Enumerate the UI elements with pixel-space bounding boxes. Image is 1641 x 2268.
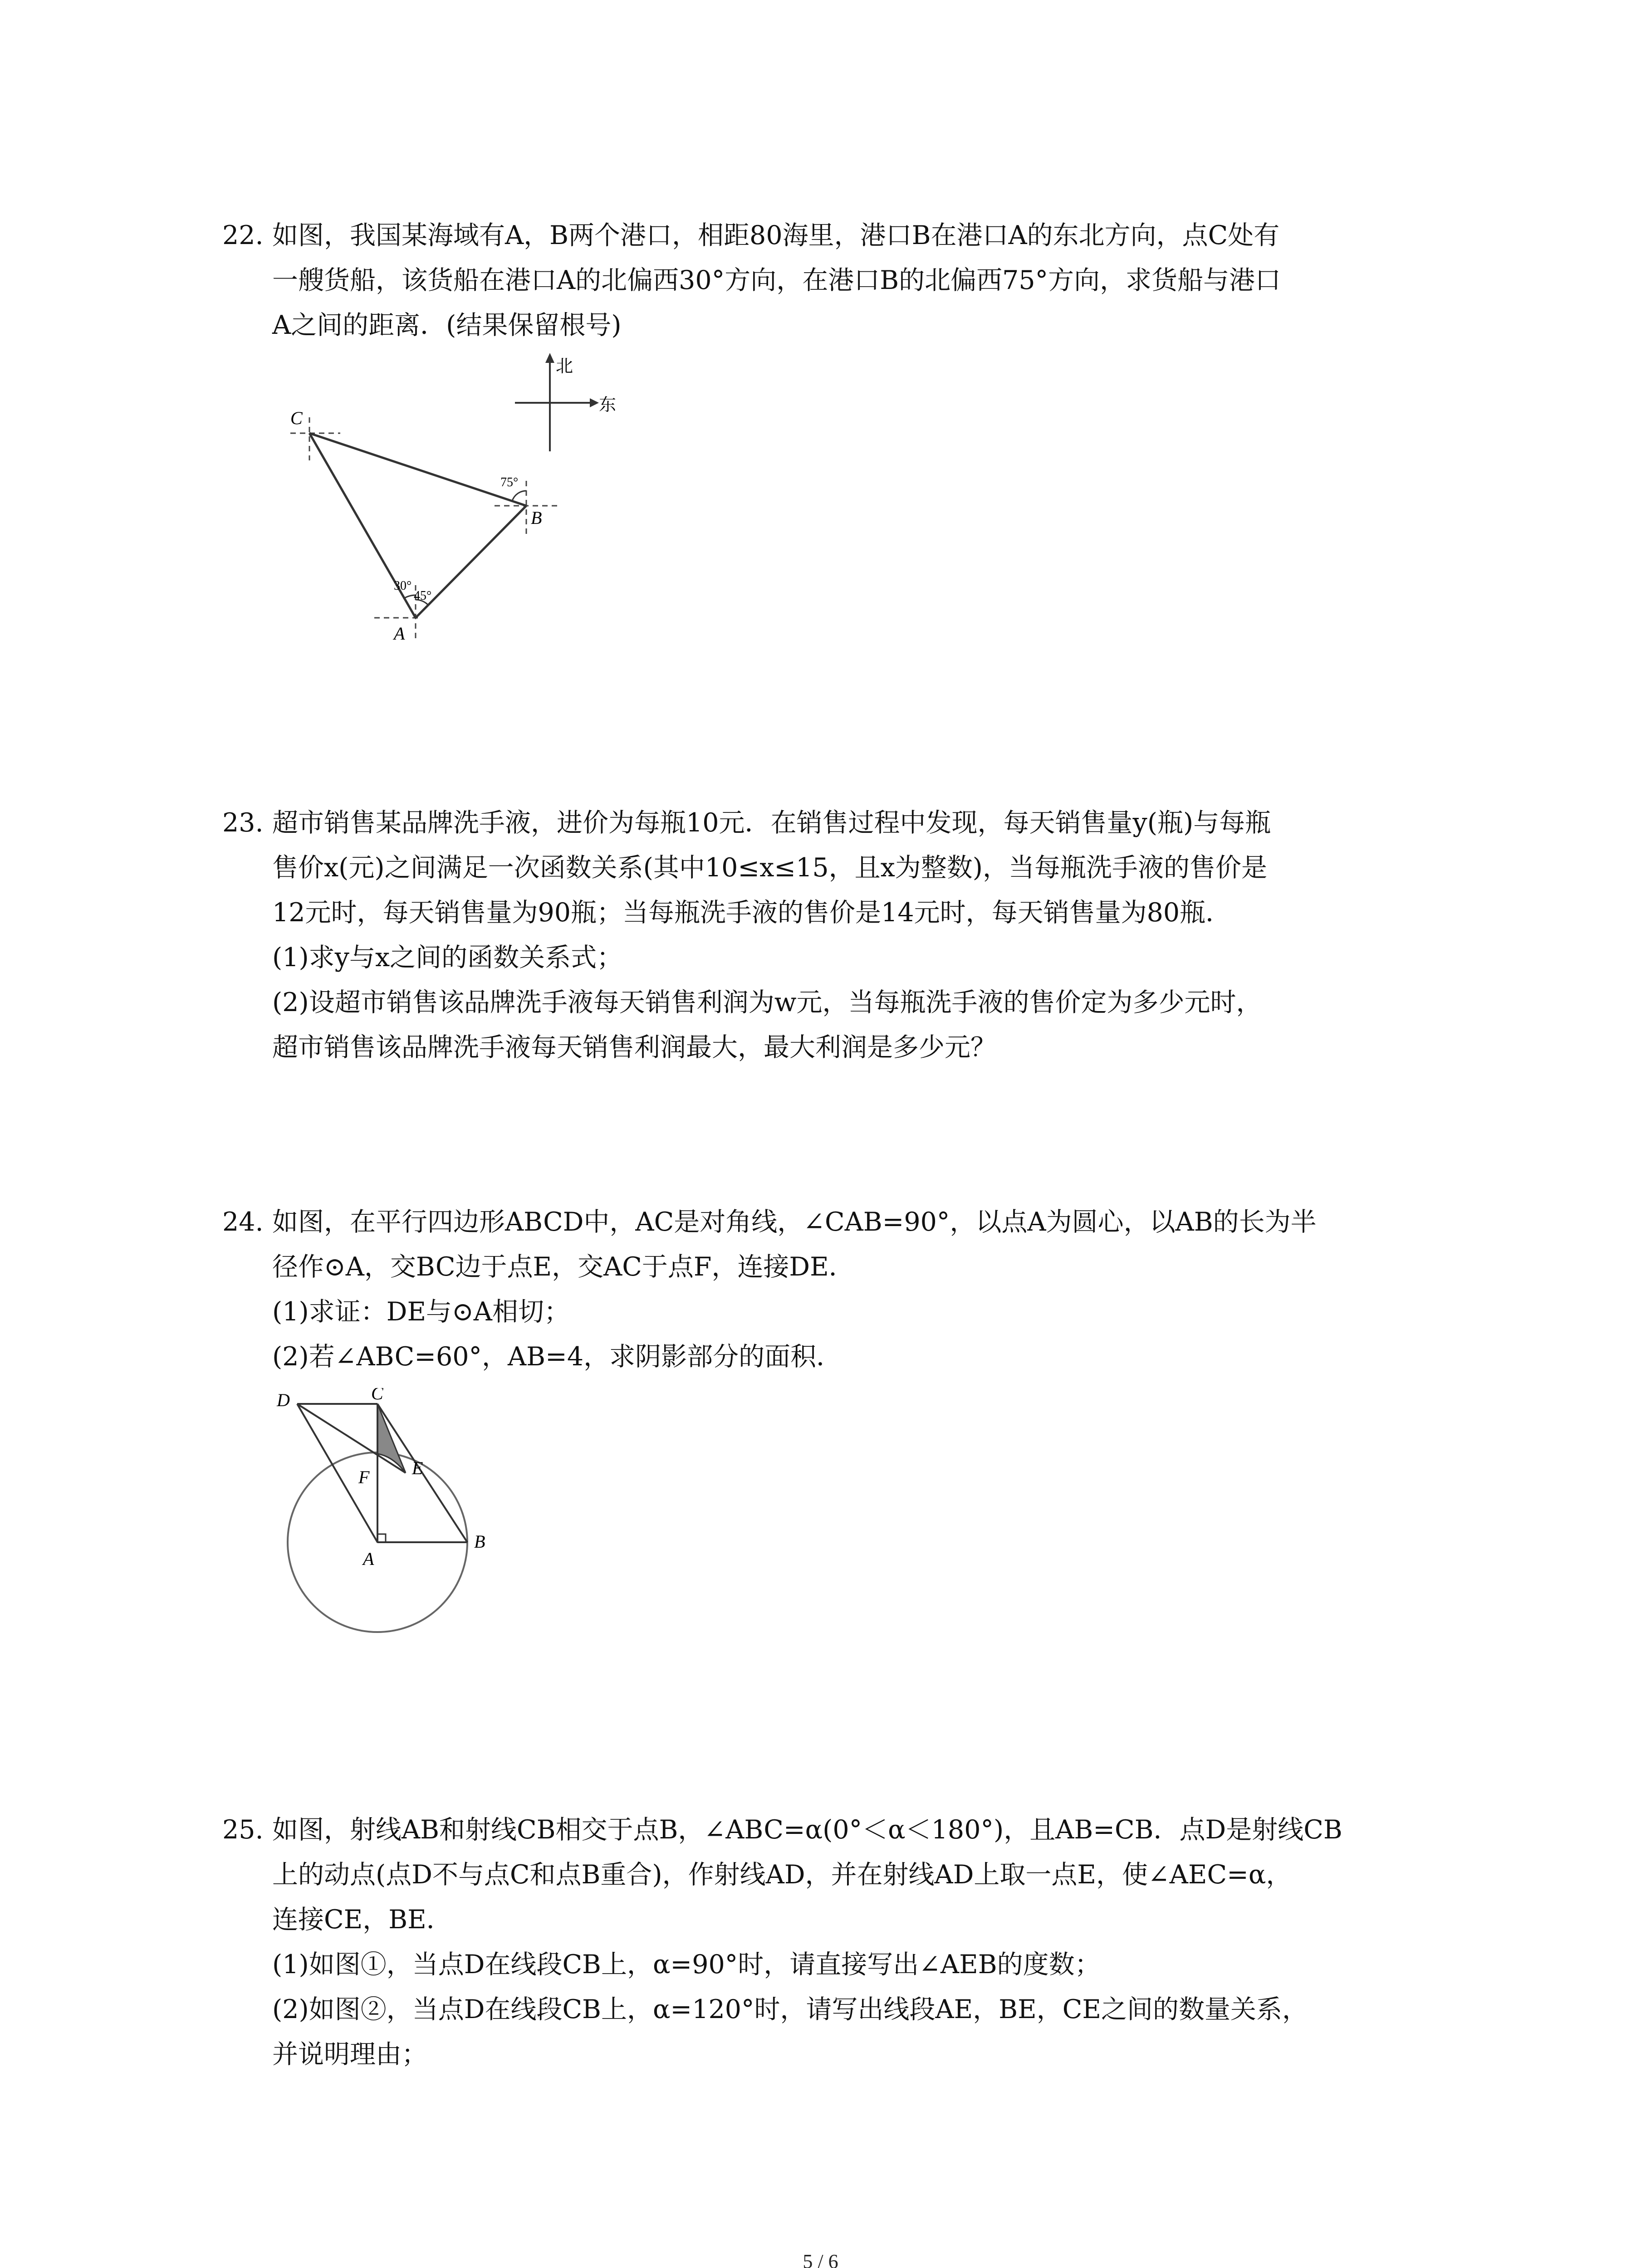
point-d-label: D: [277, 1390, 290, 1410]
question-line: 如图，在平行四边形ABCD中，AC是对角线，∠CAB=90°，以点A为圆心，以AB的长为半: [272, 1207, 1317, 1237]
question-number: 24.: [222, 1207, 264, 1237]
question-23: [222, 801, 1447, 1070]
question-line: 如图，射线AB和射线CB相交于点B，∠ABC=α(0°＜α＜180°)，且AB=CB．点D是射线CB: [272, 1815, 1342, 1845]
question-22: [222, 213, 1447, 348]
point-e-label: E: [412, 1458, 423, 1478]
question-number: 25.: [222, 1815, 264, 1845]
question-24: [222, 1200, 1447, 1379]
point-a-label: A: [394, 623, 405, 644]
question-line: (2)若∠ABC=60°，AB=4，求阴影部分的面积．: [272, 1342, 843, 1372]
question-line: (2)如图②，当点D在线段CB上，α=120°时，请写出线段AE，BE，CE之间的数量关系，: [272, 1994, 1308, 2024]
question-line: 上的动点(点D不与点C和点B重合)，作射线AD，并在射线AD上取一点E，使∠AEC=α，: [272, 1860, 1292, 1890]
question-line: 一艘货船，该货船在港口A的北偏西30°方向，在港口B的北偏西75°方向，求货船与港口: [272, 265, 1281, 295]
question-line: 并说明理由；: [272, 2039, 427, 2069]
figure-24-parallelogram-circle: [272, 1388, 526, 1651]
figure-22-ports-diagram: [272, 349, 635, 649]
point-b-label: B: [531, 508, 542, 528]
point-a-label: A: [363, 1549, 374, 1569]
question-line: (1)如图①，当点D在线段CB上，α=90°时，请直接写出∠AEB的度数；: [272, 1950, 1101, 1980]
question-line: (2)设超市销售该品牌洗手液每天销售利润为w元，当每瓶洗手液的售价定为多少元时，: [272, 987, 1262, 1017]
angle-45-label: 45°: [414, 589, 432, 603]
point-c-label: C: [290, 408, 303, 428]
question-number: 23.: [222, 808, 264, 838]
question-line: 如图，我国某海域有A，B两个港口，相距80海里，港口B在港口A的东北方向，点C处有: [272, 220, 1280, 250]
north-label: 北: [556, 357, 573, 376]
question-line: 12元时，每天销售量为90瓶；当每瓶洗手液的售价是14元时，每天销售量为80瓶．: [272, 898, 1232, 928]
question-line: 径作⊙A，交BC边于点E，交AC于点F，连接DE．: [272, 1252, 855, 1282]
angle-30-label: 30°: [394, 579, 412, 593]
point-f-label: F: [358, 1467, 370, 1487]
point-c-label: C: [371, 1388, 383, 1403]
angle-75-label: 75°: [500, 475, 519, 489]
question-line: (1)求y与x之间的函数关系式；: [272, 943, 623, 973]
point-b-label: B: [474, 1531, 485, 1552]
question-line: 超市销售该品牌洗手液每天销售利润最大，最大利润是多少元？: [272, 1032, 996, 1062]
question-line: 超市销售某品牌洗手液，进价为每瓶10元．在销售过程中发现，每天销售量y(瓶)与每瓶: [272, 808, 1271, 838]
question-number: 22.: [222, 220, 264, 250]
question-line: (1)求证：DE与⊙A相切；: [272, 1297, 570, 1327]
question-line: A之间的距离．(结果保留根号): [272, 310, 622, 340]
question-25: [222, 1808, 1447, 2077]
east-label: 东: [599, 396, 617, 415]
question-line: 连接CE，BE．: [272, 1905, 452, 1935]
question-line: 售价x(元)之间满足一次函数关系(其中10≤x≤15，且x为整数)，当每瓶洗手液的售价是: [272, 853, 1267, 883]
page-number: 5 / 6: [803, 2250, 838, 2268]
